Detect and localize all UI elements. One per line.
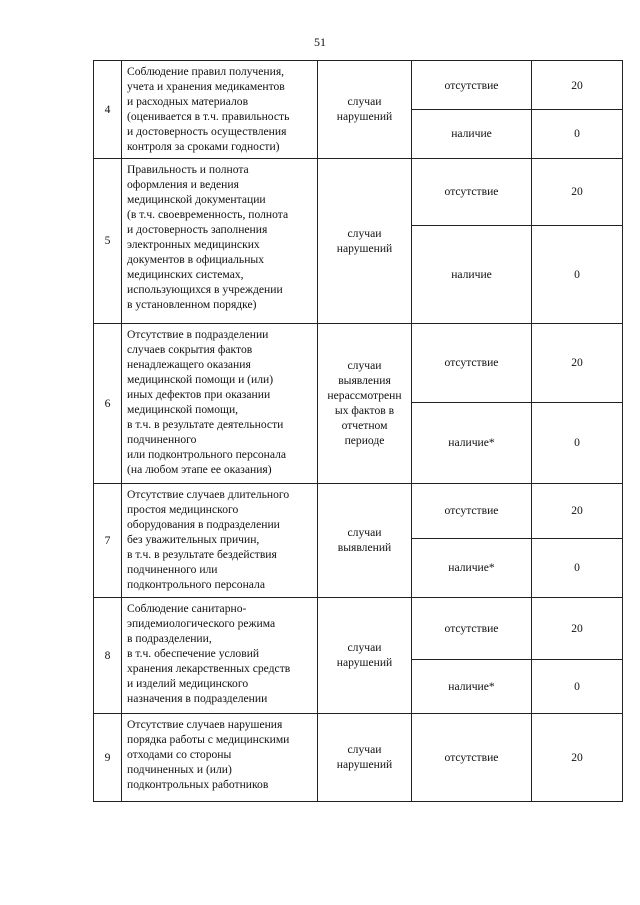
unit-line: ых фактов в — [334, 404, 395, 418]
unit-line: нарушений — [336, 241, 393, 255]
description-line: Соблюдение правил получения, — [127, 65, 285, 78]
status-cell: отсутствие — [412, 158, 532, 225]
description-line: использующихся в учреждении — [127, 283, 283, 297]
measure-unit — [318, 597, 412, 713]
description-line: Соблюдение санитарно- — [127, 601, 247, 615]
description-line: (на любом этапе ее оказания) — [127, 463, 272, 477]
description-line: отходами со стороны — [127, 747, 232, 761]
score-cell: 20 — [532, 158, 623, 225]
table-row — [94, 597, 623, 659]
description-line: в подразделении, — [127, 631, 212, 645]
row-number: 7 — [94, 483, 122, 597]
row-number: 8 — [94, 597, 122, 713]
status-cell: наличие* — [412, 659, 532, 713]
description-line: в т.ч. обеспечение условий — [127, 646, 260, 660]
description-line: или подконтрольного персонала — [127, 448, 287, 462]
unit-line: случаи — [347, 359, 382, 373]
description-line: (оценивается в т.ч. правильность — [127, 110, 290, 124]
status-cell: отсутствие — [412, 597, 532, 659]
row-number: 4 — [94, 61, 122, 159]
unit-line: периоде — [344, 434, 385, 448]
measure-unit — [318, 483, 412, 597]
score-cell: 20 — [532, 713, 623, 801]
status-cell: наличие* — [412, 538, 532, 597]
score-cell: 20 — [532, 61, 623, 110]
status-cell: наличие* — [412, 402, 532, 483]
criterion-description — [122, 158, 318, 323]
table-row — [94, 323, 623, 402]
measure-unit — [318, 61, 412, 159]
description-line: и расходных материалов — [127, 95, 249, 109]
description-line: в установленном порядке) — [127, 298, 257, 312]
description-line: медицинской документации — [127, 192, 266, 206]
criterion-description — [122, 61, 318, 159]
status-cell: отсутствие — [412, 713, 532, 801]
description-line: простоя медицинского — [127, 502, 239, 516]
score-cell: 0 — [532, 659, 623, 713]
description-line: назначения в подразделении — [127, 692, 268, 706]
description-line: медицинской помощи и (или) — [127, 372, 274, 386]
description-line: медицинских системах, — [127, 268, 244, 282]
description-line: Отсутствие случаев нарушения — [127, 717, 283, 731]
table-row — [94, 713, 623, 801]
table-row — [94, 61, 623, 110]
unit-line: случаи — [347, 226, 382, 240]
description-line: в т.ч. в результате деятельности — [127, 418, 284, 432]
measure-unit — [318, 323, 412, 483]
description-line: и достоверность заполнения — [127, 222, 268, 236]
description-line: хранения лекарственных средств — [127, 661, 291, 675]
description-line: ненадлежащего оказания — [127, 357, 251, 371]
criterion-description — [122, 597, 318, 713]
description-line: Отсутствие в подразделении — [127, 327, 269, 341]
status-cell: наличие — [412, 225, 532, 323]
unit-line: случаи — [347, 526, 382, 540]
description-line: медицинской помощи, — [127, 403, 239, 417]
measure-unit — [318, 158, 412, 323]
score-cell: 20 — [532, 597, 623, 659]
description-line: порядка работы с медицинскими — [127, 732, 290, 746]
description-line: подконтрольного персонала — [127, 578, 265, 592]
page-number: 51 — [314, 35, 326, 49]
row-number: 6 — [94, 323, 122, 483]
description-line: и достоверность осуществления — [127, 125, 287, 139]
unit-line: выявлений — [337, 541, 392, 555]
score-cell: 20 — [532, 483, 623, 538]
description-line: учета и хранения медикаментов — [127, 80, 285, 94]
row-number: 5 — [94, 158, 122, 323]
unit-line: случаи — [347, 743, 382, 757]
status-cell: отсутствие — [412, 483, 532, 538]
description-line: Правильность и полнота — [127, 162, 249, 176]
description-line: в т.ч. в результате бездействия — [127, 547, 277, 561]
unit-line: нерассмотренн — [327, 389, 402, 403]
score-cell: 0 — [532, 402, 623, 483]
unit-line: нарушений — [336, 110, 393, 124]
description-line: оборудования в подразделении — [127, 517, 280, 531]
description-line: (в т.ч. своевременность, полнота — [127, 207, 289, 221]
table-row — [94, 158, 623, 225]
description-line: Отсутствие случаев длительного — [127, 487, 290, 501]
row-number: 9 — [94, 713, 122, 801]
description-line: подчиненного или — [127, 563, 218, 577]
criteria-table — [93, 60, 623, 802]
description-line: и изделий медицинского — [127, 677, 249, 691]
unit-line: нарушений — [336, 758, 393, 772]
unit-line: случаи — [347, 95, 382, 109]
criterion-description — [122, 323, 318, 483]
criterion-description — [122, 483, 318, 597]
score-cell: 20 — [532, 323, 623, 402]
score-cell: 0 — [532, 110, 623, 158]
description-line: оформления и ведения — [127, 177, 239, 191]
unit-line: случаи — [347, 641, 382, 655]
description-line: электронных медицинских — [127, 238, 260, 252]
status-cell: наличие — [412, 110, 532, 158]
unit-line: отчетном — [341, 419, 388, 433]
description-line: документов в официальных — [127, 253, 264, 267]
description-line: подчиненного — [127, 433, 197, 447]
score-cell: 0 — [532, 225, 623, 323]
status-cell: отсутствие — [412, 323, 532, 402]
measure-unit — [318, 713, 412, 801]
description-line: подконтрольных работников — [127, 777, 269, 791]
unit-line: выявления — [338, 374, 391, 388]
description-line: иных дефектов при оказании — [127, 387, 271, 401]
description-line: подчиненных и (или) — [127, 762, 232, 776]
description-line: без уважительных причин, — [127, 532, 260, 546]
description-line: случаев сокрытия фактов — [127, 342, 253, 356]
status-cell: отсутствие — [412, 61, 532, 110]
description-line: эпидемиологического режима — [127, 616, 276, 630]
description-line: контроля за сроками годности) — [127, 140, 280, 154]
unit-line: нарушений — [336, 656, 393, 670]
score-cell: 0 — [532, 538, 623, 597]
criterion-description — [122, 713, 318, 801]
table-row — [94, 483, 623, 538]
